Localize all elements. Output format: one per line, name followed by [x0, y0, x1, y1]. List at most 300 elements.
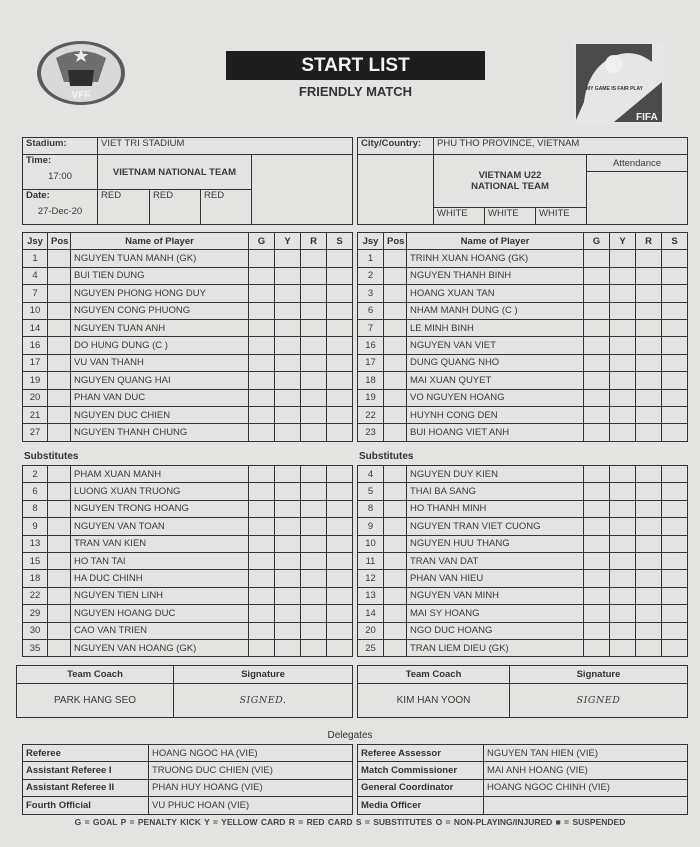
player-jsy: 13	[23, 535, 48, 552]
player-name: NGUYEN TIEN LINH	[71, 587, 249, 604]
player-pos	[48, 518, 71, 535]
delegate-role: Assistant Referee II	[23, 779, 149, 796]
goal-cell	[584, 302, 610, 319]
sub-cell	[327, 570, 353, 587]
player-jsy: 17	[23, 354, 48, 371]
red-card-cell	[301, 285, 327, 302]
away-kit-socks: WHITE	[536, 208, 587, 225]
yellow-card-cell	[610, 424, 636, 441]
sub-cell	[662, 639, 688, 656]
player-row	[23, 406, 353, 423]
sub-cell	[327, 483, 353, 500]
col-jsy: Jsy	[358, 233, 384, 250]
col-sub: S	[662, 233, 688, 250]
svg-text:VFF: VFF	[71, 90, 91, 101]
sub-cell	[327, 337, 353, 354]
yellow-card-cell	[275, 622, 301, 639]
player-name: NGUYEN VAN MINH	[407, 587, 584, 604]
red-card-cell	[301, 354, 327, 371]
red-card-cell	[636, 285, 662, 302]
delegates-title: Delegates	[327, 730, 373, 741]
player-name: NGUYEN THANH BINH	[407, 267, 584, 284]
player-pos	[48, 372, 71, 389]
red-card-cell	[301, 518, 327, 535]
red-card-cell	[301, 337, 327, 354]
sub-cell	[327, 552, 353, 569]
player-pos	[384, 570, 407, 587]
player-jsy: 20	[358, 622, 384, 639]
stadium-value: VIET TRI STADIUM	[98, 138, 353, 155]
sub-cell	[662, 500, 688, 517]
sub-cell	[327, 605, 353, 622]
player-pos	[384, 354, 407, 371]
player-row	[358, 250, 688, 267]
yellow-card-cell	[610, 389, 636, 406]
player-pos	[48, 319, 71, 336]
player-name: NGUYEN CONG PHUONG	[71, 302, 249, 319]
red-card-cell	[636, 406, 662, 423]
goal-cell	[584, 406, 610, 423]
red-card-cell	[301, 466, 327, 483]
col-red: R	[636, 233, 662, 250]
player-jsy: 14	[23, 319, 48, 336]
goal-cell	[249, 587, 275, 604]
away-subs-table	[357, 465, 688, 657]
player-pos	[384, 622, 407, 639]
yellow-card-cell	[610, 570, 636, 587]
col-red: R	[301, 233, 327, 250]
yellow-card-cell	[610, 337, 636, 354]
player-row	[358, 605, 688, 622]
player-row	[358, 500, 688, 517]
delegate-name: VU PHUC HOAN (VIE)	[149, 797, 353, 814]
yellow-card-cell	[275, 337, 301, 354]
player-name: DO HUNG DUNG (C )	[71, 337, 249, 354]
player-pos	[48, 605, 71, 622]
player-row	[23, 285, 353, 302]
player-pos	[384, 535, 407, 552]
yellow-card-cell	[275, 570, 301, 587]
red-card-cell	[636, 587, 662, 604]
sub-cell	[662, 372, 688, 389]
player-jsy: 15	[23, 552, 48, 569]
player-name: NGUYEN DUC CHIEN	[71, 406, 249, 423]
delegates-right-table	[357, 744, 688, 815]
attendance-label: Attendance	[587, 155, 688, 172]
delegate-row	[23, 779, 353, 796]
player-name: NGUYEN VAN TOAN	[71, 518, 249, 535]
col-goal: G	[249, 233, 275, 250]
goal-cell	[584, 605, 610, 622]
goal-cell	[249, 250, 275, 267]
red-card-cell	[636, 337, 662, 354]
player-row	[358, 587, 688, 604]
vff-logo	[36, 40, 126, 106]
delegate-name: HOANG NGOC HA (VIE)	[149, 745, 353, 762]
red-card-cell	[301, 424, 327, 441]
player-name: PHAN VAN HIEU	[407, 570, 584, 587]
player-pos	[48, 389, 71, 406]
player-name: NGUYEN TRONG HOANG	[71, 500, 249, 517]
time-value: 17:00	[48, 171, 72, 183]
sub-cell	[662, 354, 688, 371]
player-pos	[384, 605, 407, 622]
player-jsy: 19	[358, 389, 384, 406]
player-row	[23, 552, 353, 569]
red-card-cell	[301, 372, 327, 389]
player-name: NGUYEN TUAN MANH (GK)	[71, 250, 249, 267]
player-jsy: 10	[358, 535, 384, 552]
player-pos	[48, 535, 71, 552]
date-value: 27-Dec-20	[37, 206, 83, 218]
yellow-card-cell	[610, 406, 636, 423]
player-jsy: 8	[23, 500, 48, 517]
goal-cell	[584, 622, 610, 639]
sub-cell	[327, 285, 353, 302]
home-signature-label: Signature	[174, 666, 353, 684]
goal-cell	[249, 500, 275, 517]
home-team-info	[22, 137, 353, 225]
player-name: NGUYEN PHONG HONG DUY	[71, 285, 249, 302]
player-pos	[48, 570, 71, 587]
sub-cell	[327, 535, 353, 552]
col-sub: S	[327, 233, 353, 250]
player-row	[358, 302, 688, 319]
goal-cell	[584, 500, 610, 517]
player-jsy: 8	[358, 500, 384, 517]
player-row	[358, 319, 688, 336]
stadium-label: Stadium:	[23, 138, 98, 155]
date-label: Date:	[26, 190, 50, 202]
player-name: HO THANH MINH	[407, 500, 584, 517]
red-card-cell	[636, 500, 662, 517]
player-jsy: 29	[23, 605, 48, 622]
yellow-card-cell	[275, 587, 301, 604]
sub-cell	[662, 466, 688, 483]
player-row	[23, 639, 353, 656]
player-row	[23, 337, 353, 354]
player-pos	[384, 483, 407, 500]
player-jsy: 35	[23, 639, 48, 656]
yellow-card-cell	[275, 302, 301, 319]
player-pos	[48, 250, 71, 267]
red-card-cell	[636, 570, 662, 587]
player-jsy: 2	[358, 267, 384, 284]
goal-cell	[249, 267, 275, 284]
player-name: NGO DUC HOANG	[407, 622, 584, 639]
red-card-cell	[636, 267, 662, 284]
player-jsy: 17	[358, 354, 384, 371]
sub-cell	[327, 389, 353, 406]
delegate-name: TRUONG DUC CHIEN (VIE)	[149, 762, 353, 779]
player-jsy: 3	[358, 285, 384, 302]
delegate-name: NGUYEN TAN HIEN (VIE)	[484, 745, 688, 762]
player-pos	[384, 319, 407, 336]
goal-cell	[249, 639, 275, 656]
player-jsy: 9	[358, 518, 384, 535]
player-jsy: 2	[23, 466, 48, 483]
player-jsy: 1	[23, 250, 48, 267]
delegate-row	[358, 797, 688, 814]
player-pos	[48, 587, 71, 604]
player-pos	[384, 337, 407, 354]
sub-cell	[327, 250, 353, 267]
player-jsy: 1	[358, 250, 384, 267]
sub-cell	[327, 639, 353, 656]
red-card-cell	[636, 518, 662, 535]
player-pos	[384, 500, 407, 517]
player-row	[23, 389, 353, 406]
player-name: BUI HOANG VIET ANH	[407, 424, 584, 441]
goal-cell	[584, 552, 610, 569]
goal-cell	[249, 354, 275, 371]
player-name: TRAN VAN KIEN	[71, 535, 249, 552]
goal-cell	[249, 466, 275, 483]
player-row	[358, 406, 688, 423]
yellow-card-cell	[610, 250, 636, 267]
delegate-role: Match Commissioner	[358, 762, 484, 779]
goal-cell	[249, 605, 275, 622]
col-name: Name of Player	[407, 233, 584, 250]
date-cell	[23, 190, 98, 225]
player-jsy: 27	[23, 424, 48, 441]
player-jsy: 25	[358, 639, 384, 656]
goal-cell	[249, 424, 275, 441]
sub-cell	[662, 587, 688, 604]
col-goal: G	[584, 233, 610, 250]
player-row	[358, 535, 688, 552]
red-card-cell	[636, 372, 662, 389]
sub-cell	[327, 267, 353, 284]
goal-cell	[249, 319, 275, 336]
player-name: HUYNH CONG DEN	[407, 406, 584, 423]
player-name: CAO VAN TRIEN	[71, 622, 249, 639]
red-card-cell	[301, 267, 327, 284]
table-header	[23, 233, 353, 250]
player-row	[23, 535, 353, 552]
player-pos	[48, 302, 71, 319]
player-row	[358, 483, 688, 500]
goal-cell	[584, 250, 610, 267]
player-row	[358, 424, 688, 441]
player-pos	[48, 622, 71, 639]
player-row	[23, 518, 353, 535]
yellow-card-cell	[610, 552, 636, 569]
legend: G = GOAL P = PENALTY KICK Y = YELLOW CARD R = RED CARD S = SUBSTITUTES O = NON-PLAYING/INJURED ■ = SUSPENDED	[74, 817, 626, 827]
player-row	[23, 570, 353, 587]
sub-cell	[662, 552, 688, 569]
away-starters-table	[357, 232, 688, 442]
yellow-card-cell	[275, 466, 301, 483]
goal-cell	[584, 372, 610, 389]
player-jsy: 18	[23, 570, 48, 587]
red-card-cell	[636, 389, 662, 406]
goal-cell	[249, 337, 275, 354]
player-pos	[384, 389, 407, 406]
page-title: START LIST	[226, 51, 485, 80]
red-card-cell	[301, 552, 327, 569]
player-row	[358, 372, 688, 389]
player-row	[23, 500, 353, 517]
player-jsy: 7	[23, 285, 48, 302]
sub-cell	[327, 302, 353, 319]
player-name: TRAN VAN DAT	[407, 552, 584, 569]
player-pos	[384, 552, 407, 569]
away-kit-shirt: WHITE	[434, 208, 485, 225]
red-card-cell	[301, 389, 327, 406]
red-card-cell	[301, 639, 327, 656]
yellow-card-cell	[275, 354, 301, 371]
home-coach-label: Team Coach	[17, 666, 174, 684]
red-card-cell	[636, 639, 662, 656]
yellow-card-cell	[275, 406, 301, 423]
player-row	[23, 372, 353, 389]
player-jsy: 4	[358, 466, 384, 483]
goal-cell	[249, 302, 275, 319]
yellow-card-cell	[610, 372, 636, 389]
player-jsy: 13	[358, 587, 384, 604]
goal-cell	[584, 535, 610, 552]
yellow-card-cell	[610, 605, 636, 622]
player-jsy: 30	[23, 622, 48, 639]
player-name: PHAN VAN DUC	[71, 389, 249, 406]
sub-cell	[327, 372, 353, 389]
player-row	[358, 389, 688, 406]
player-name: NGUYEN QUANG HAI	[71, 372, 249, 389]
away-kit-shorts: WHITE	[485, 208, 536, 225]
player-name: NGUYEN VAN HOANG (GK)	[71, 639, 249, 656]
player-name: VU VAN THANH	[71, 354, 249, 371]
time-cell	[23, 155, 98, 190]
delegate-row	[358, 745, 688, 762]
yellow-card-cell	[610, 483, 636, 500]
player-pos	[384, 424, 407, 441]
goal-cell	[249, 483, 275, 500]
goal-cell	[249, 406, 275, 423]
sub-cell	[327, 518, 353, 535]
player-name: PHAM XUAN MANH	[71, 466, 249, 483]
sub-cell	[662, 285, 688, 302]
player-pos	[384, 302, 407, 319]
yellow-card-cell	[610, 535, 636, 552]
sub-cell	[327, 424, 353, 441]
goal-cell	[584, 587, 610, 604]
sub-cell	[327, 466, 353, 483]
sub-cell	[662, 535, 688, 552]
player-name: NHAM MANH DUNG (C )	[407, 302, 584, 319]
delegate-role: Fourth Official	[23, 797, 149, 814]
player-pos	[384, 250, 407, 267]
yellow-card-cell	[610, 622, 636, 639]
red-card-cell	[636, 319, 662, 336]
match-type: FRIENDLY MATCH	[298, 84, 413, 99]
yellow-card-cell	[275, 535, 301, 552]
player-name: TRAN LIEM DIEU (GK)	[407, 639, 584, 656]
player-jsy: 9	[23, 518, 48, 535]
player-pos	[48, 354, 71, 371]
yellow-card-cell	[610, 285, 636, 302]
home-kit-socks: RED	[201, 190, 252, 225]
player-jsy: 22	[358, 406, 384, 423]
player-name: TRINH XUAN HOANG (GK)	[407, 250, 584, 267]
player-row	[358, 639, 688, 656]
goal-cell	[584, 337, 610, 354]
delegate-name	[484, 797, 688, 814]
player-jsy: 22	[23, 587, 48, 604]
delegate-role: Assistant Referee I	[23, 762, 149, 779]
sub-cell	[327, 622, 353, 639]
player-jsy: 6	[23, 483, 48, 500]
away-team-info	[357, 137, 688, 225]
player-jsy: 11	[358, 552, 384, 569]
yellow-card-cell	[610, 354, 636, 371]
goal-cell	[584, 518, 610, 535]
player-jsy: 16	[23, 337, 48, 354]
sub-cell	[662, 337, 688, 354]
player-name: THAI BA SANG	[407, 483, 584, 500]
yellow-card-cell	[610, 500, 636, 517]
player-jsy: 14	[358, 605, 384, 622]
col-jsy: Jsy	[23, 233, 48, 250]
sub-cell	[662, 250, 688, 267]
yellow-card-cell	[275, 285, 301, 302]
sub-cell	[662, 389, 688, 406]
yellow-card-cell	[610, 319, 636, 336]
away-blank-cell	[358, 155, 434, 225]
yellow-card-cell	[275, 552, 301, 569]
player-pos	[384, 466, 407, 483]
away-coach-name: KIM HAN YOON	[358, 684, 510, 718]
goal-cell	[249, 389, 275, 406]
home-kit-shirt: RED	[98, 190, 150, 225]
home-blank-cell	[252, 155, 353, 225]
city-value: PHU THO PROVINCE, VIETNAM	[434, 138, 688, 155]
sub-cell	[662, 605, 688, 622]
delegate-row	[358, 762, 688, 779]
goal-cell	[584, 389, 610, 406]
delegate-name: MAI ANH HOANG (VIE)	[484, 762, 688, 779]
yellow-card-cell	[610, 267, 636, 284]
sub-cell	[662, 267, 688, 284]
player-jsy: 4	[23, 267, 48, 284]
sub-cell	[662, 483, 688, 500]
yellow-card-cell	[275, 250, 301, 267]
player-jsy: 21	[23, 406, 48, 423]
player-jsy: 12	[358, 570, 384, 587]
red-card-cell	[301, 483, 327, 500]
away-signature-label: Signature	[510, 666, 688, 684]
sub-cell	[662, 518, 688, 535]
sub-cell	[327, 406, 353, 423]
red-card-cell	[636, 250, 662, 267]
goal-cell	[249, 535, 275, 552]
player-row	[358, 518, 688, 535]
delegate-role: Media Officer	[358, 797, 484, 814]
city-label: City/Country:	[358, 138, 434, 155]
player-row	[23, 483, 353, 500]
yellow-card-cell	[275, 518, 301, 535]
player-jsy: 10	[23, 302, 48, 319]
goal-cell	[584, 639, 610, 656]
red-card-cell	[636, 354, 662, 371]
player-name: LE MINH BINH	[407, 319, 584, 336]
player-name: LUONG XUAN TRUONG	[71, 483, 249, 500]
player-pos	[384, 587, 407, 604]
table-header	[358, 233, 688, 250]
player-row	[358, 285, 688, 302]
goal-cell	[584, 354, 610, 371]
player-row	[358, 337, 688, 354]
